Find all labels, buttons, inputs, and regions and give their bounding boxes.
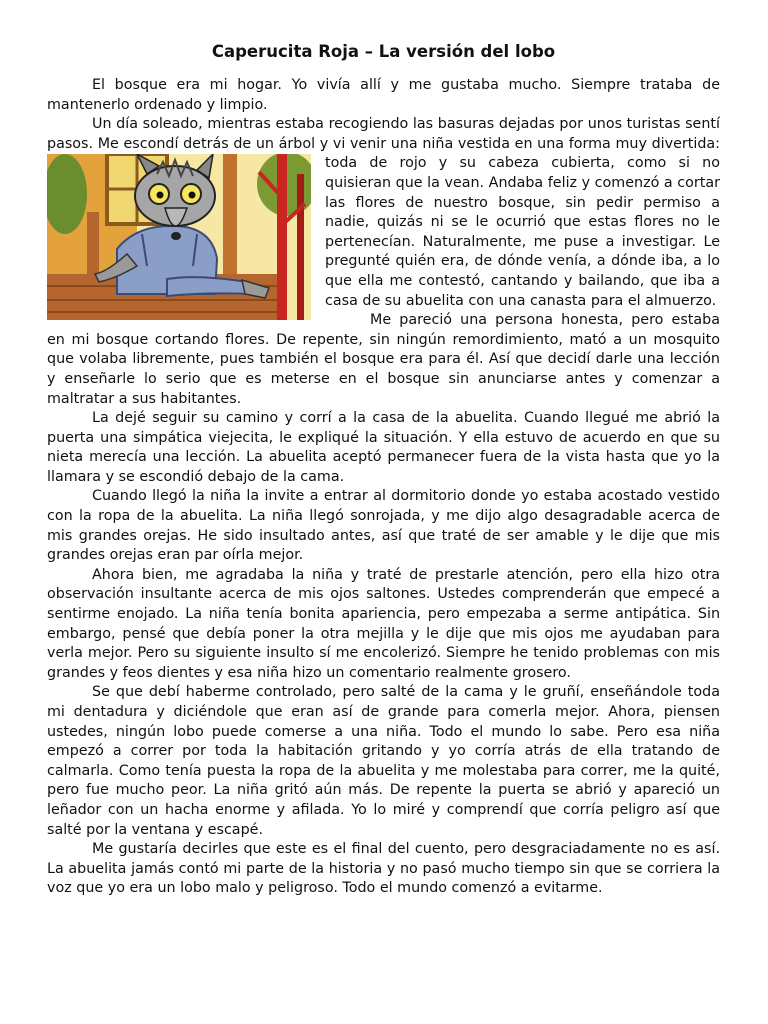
paragraph-8: Me gustaría decirles que este es el final del cuento, pero desgraciadamente no es así. La abuelita jamás contó mi parte de la historia y no pasó mucho tiempo sin que se corriera la voz que yo era un lobo malo y peligroso. Todo el mundo comenzó a evitarme. (47, 841, 720, 897)
document-page (47, 40, 720, 899)
paragraph-7: Se que debí haberme controlado, pero salté de la cama y le gruñí, enseñándole toda mi dentadura y diciéndole que eran así de grande para comerla mejor. Ahora, piensen ustedes, ningún lobo puede comerse a una niña. Todo el mundo lo sabe. Pero esa niña empezó a correr por toda la habitación gritando y yo corría atrás de ella tratando de calmarla. Como tenía puesta la ropa de la abuelita y me molestaba para correr, me la quité, pero fue mucho peor. La niña gritó aún más. De repente la puerta se abrió y apareció un leñador con un hacha enorme y afilada. Yo lo miré y comprendí que corría peligro así que salté por la ventana y escapé. (47, 684, 720, 838)
paragraph-5: Cuando llegó la niña la invite a entrar al dormitorio donde yo estaba acostado vestido con la ropa de la abuelita. La niña llegó sonrojada, y me dijo algo desagradable acerca de mis grandes orejas. He sido insultado antes, así que traté de ser amable y le dije que mis grandes orejas eran par oírla mejor. (47, 488, 720, 564)
paragraph-4: La dejé seguir su camino y corrí a la casa de la abuelita. Cuando llegué me abrió la puerta una simpática viejecita, le expliqué la situación. Y ella estuvo de acuerdo en que su nieta merecía una lección. La abuelita aceptó permanecer fuera de la vista hasta que yo la llamara y se escondió debajo de la cama. (47, 410, 720, 485)
paragraph-2-head: Un día soleado, mientras estaba recogiendo las basuras dejadas por unos turistas sentí pasos. Me escondí detrás de un árbol y vi venir una niña vestida en una (47, 116, 720, 152)
wolf-illustration-icon (47, 154, 311, 320)
paragraph-3: Me pareció una persona honesta, pero estaba en mi bosque cortando flores. De repente, sin ningún remordimiento, mató a un mosquito que volaba libremente, pues también el bosque era para él. Así que decidí darle una lección y enseñarle lo serio que es meterse en el bosque sin anunciarse antes y comenzar a maltratar a sus habitantes. (47, 312, 720, 407)
paragraph-6: Ahora bien, me agradaba la niña y traté de prestarle atención, pero ella hizo otra observación insultante acerca de mis ojos saltones. Ustedes comprenderán que empecé a sentirme enojado. La niña tenía bonita apariencia, pero empezaba a serme antipática. Sin embargo, pensé que debía poner la otra mejilla y le dije que mis ojos me ayudaban para verla mejor. Pero su siguiente insulto sí me encolerizó. Siempre he tenido problemas con mis grandes y feos dientes y esa niña hizo un comentario realmente grosero. (47, 566, 720, 681)
paragraph-2 (47, 115, 720, 311)
document-title: Caperucita Roja – La versión del lobo (211, 42, 556, 61)
paragraph-1: El bosque era mi hogar. Yo vivía allí y me gustaba mucho. Siempre trataba de mantenerlo ordenado y limpio. (47, 77, 720, 113)
paragraph-2-tail: forma muy divertida: toda de rojo y su cabeza cubierta, como si no quisieran que la vean. Andaba feliz y comenzó a cortar las flores de nuestro bosque, sin pedir permiso a nadie, quizás ni se le ocurrió que estas flores no le pertenecían. Naturalmente, me puse a investigar. Le pregunté quién era, de dónde venía, a dónde iba, a lo que ella me contestó, cantando y bailando, que iba a casa de su abuelita con una canasta para el almuerzo. (325, 135, 721, 309)
